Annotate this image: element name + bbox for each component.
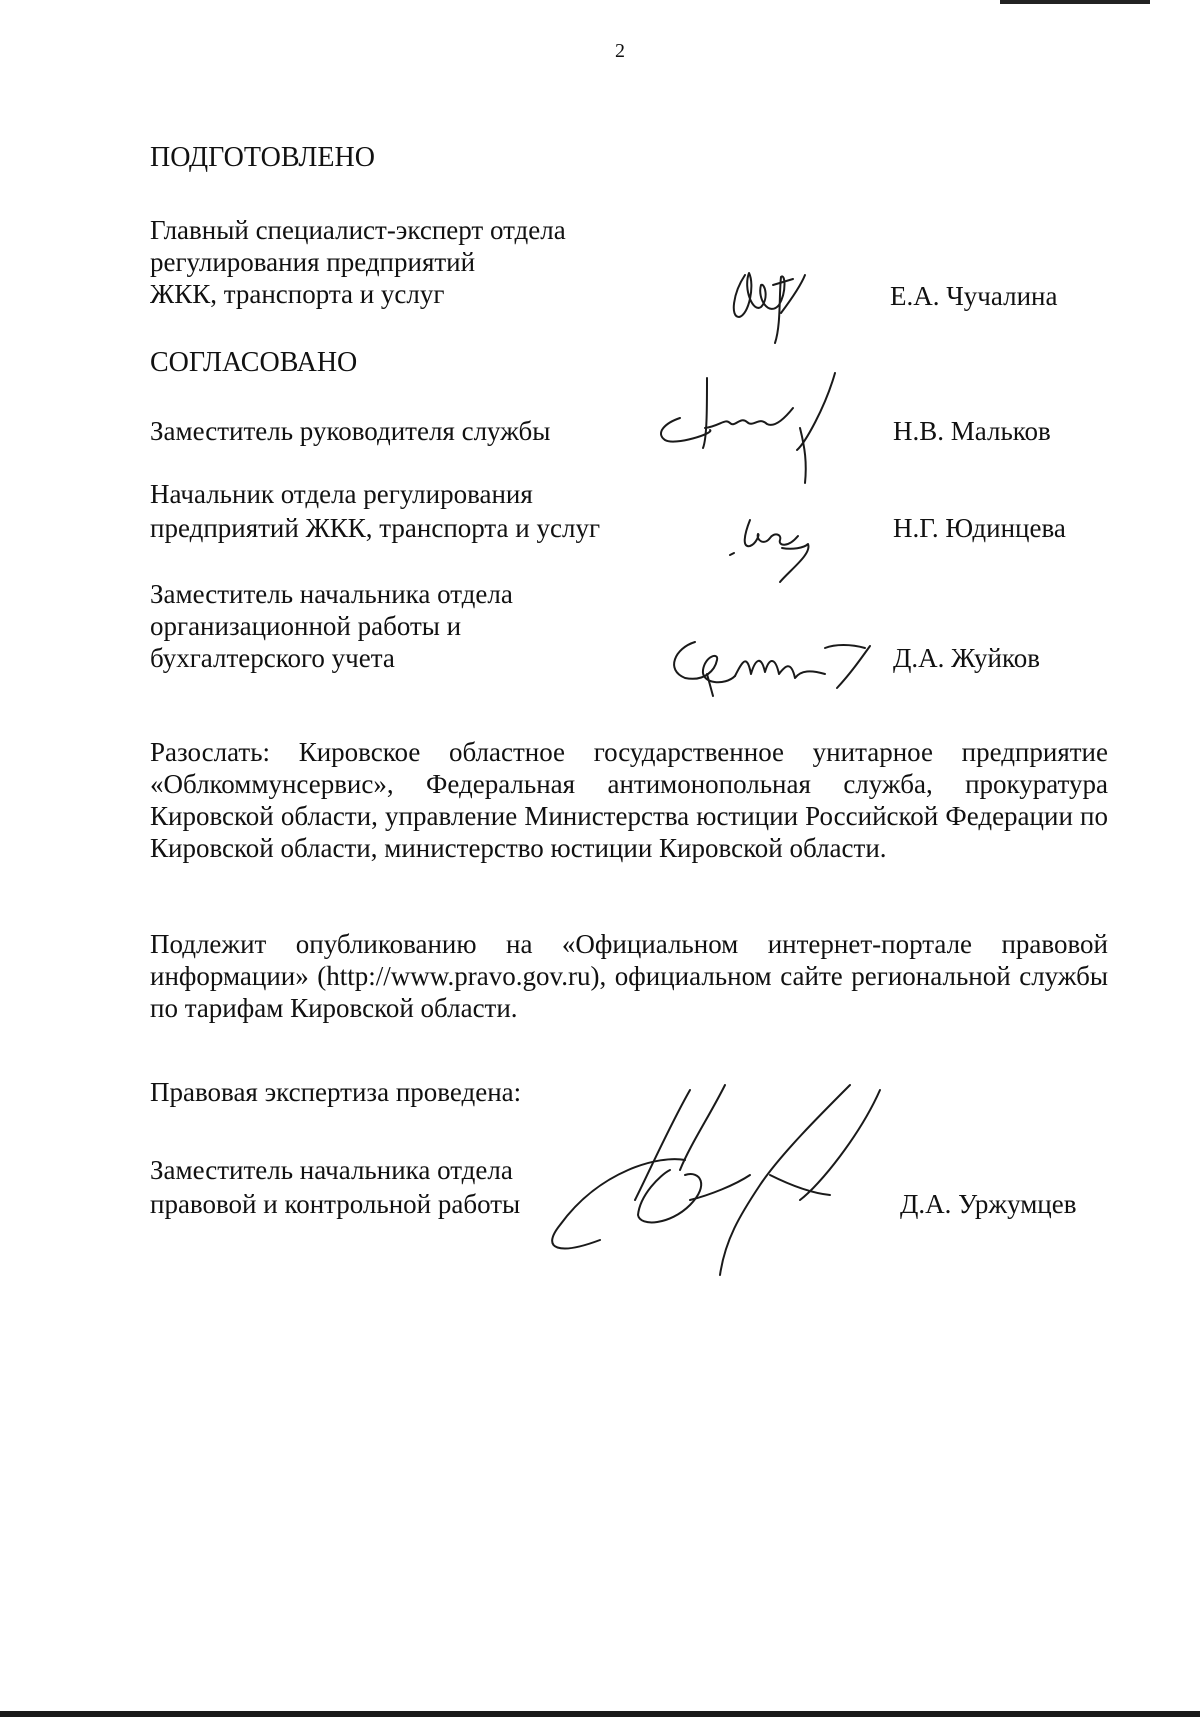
prepared-position-line: Главный специалист-эксперт отдела [150, 215, 566, 245]
top-edge-rule [1000, 0, 1150, 4]
prepared-heading: ПОДГОТОВЛЕНО [150, 142, 375, 173]
agreed-signer-name-yudintseva: Н.Г. Юдинцева [893, 513, 1066, 543]
legal-review-heading: Правовая экспертиза проведена: [150, 1077, 522, 1107]
distribution-paragraph: Разослать: Кировское областное государственное унитарное предприятие «Облкоммунсервис», Федеральная антимонопольная служба, прокуратура Кировской области, управление Министерства юстиции Российской Федерации по Кировской области, министерство юстиции Кировской области. [150, 737, 1108, 863]
agreed-position-line: Заместитель начальника отдела [150, 579, 513, 609]
agreed-signer-name-zhuikov: Д.А. Жуйков [893, 643, 1040, 673]
publication-paragraph: Подлежит опубликованию на «Официальном интернет-портале правовой информации» (http://www.pravo.gov.ru), официальном сайте региональной службы по тарифам Кировской области. [150, 929, 1108, 1023]
agreed-position-line: организационной работы и [150, 611, 462, 641]
prepared-position-line: ЖКК, транспорта и услуг [150, 279, 445, 309]
signature-yudintseva [720, 510, 830, 590]
agreed-position-line: бухгалтерского учета [150, 643, 395, 673]
agreed-heading: СОГЛАСОВАНО [150, 347, 358, 378]
legal-review-position-line: правовой и контрольной работы [150, 1189, 521, 1219]
signature-chuchalina [725, 255, 825, 355]
agreed-position-line: предприятий ЖКК, транспорта и услуг [150, 513, 601, 543]
signature-zhuikov [655, 630, 885, 700]
agreed-position-line: Начальник отдела регулирования [150, 479, 533, 509]
signature-malkov [635, 368, 855, 488]
agreed-position-line: Заместитель руководителя службы [150, 416, 551, 446]
page-number: 2 [615, 40, 625, 62]
signature-urzhumtsev [540, 1075, 900, 1285]
prepared-signer-name: Е.А. Чучалина [890, 281, 1058, 311]
prepared-position-line: регулирования предприятий [150, 247, 476, 277]
agreed-signer-name-malkov: Н.В. Мальков [893, 416, 1051, 446]
legal-review-signer-name: Д.А. Уржумцев [900, 1189, 1077, 1219]
legal-review-position-line: Заместитель начальника отдела [150, 1155, 513, 1185]
bottom-edge-rule [0, 1711, 1200, 1717]
